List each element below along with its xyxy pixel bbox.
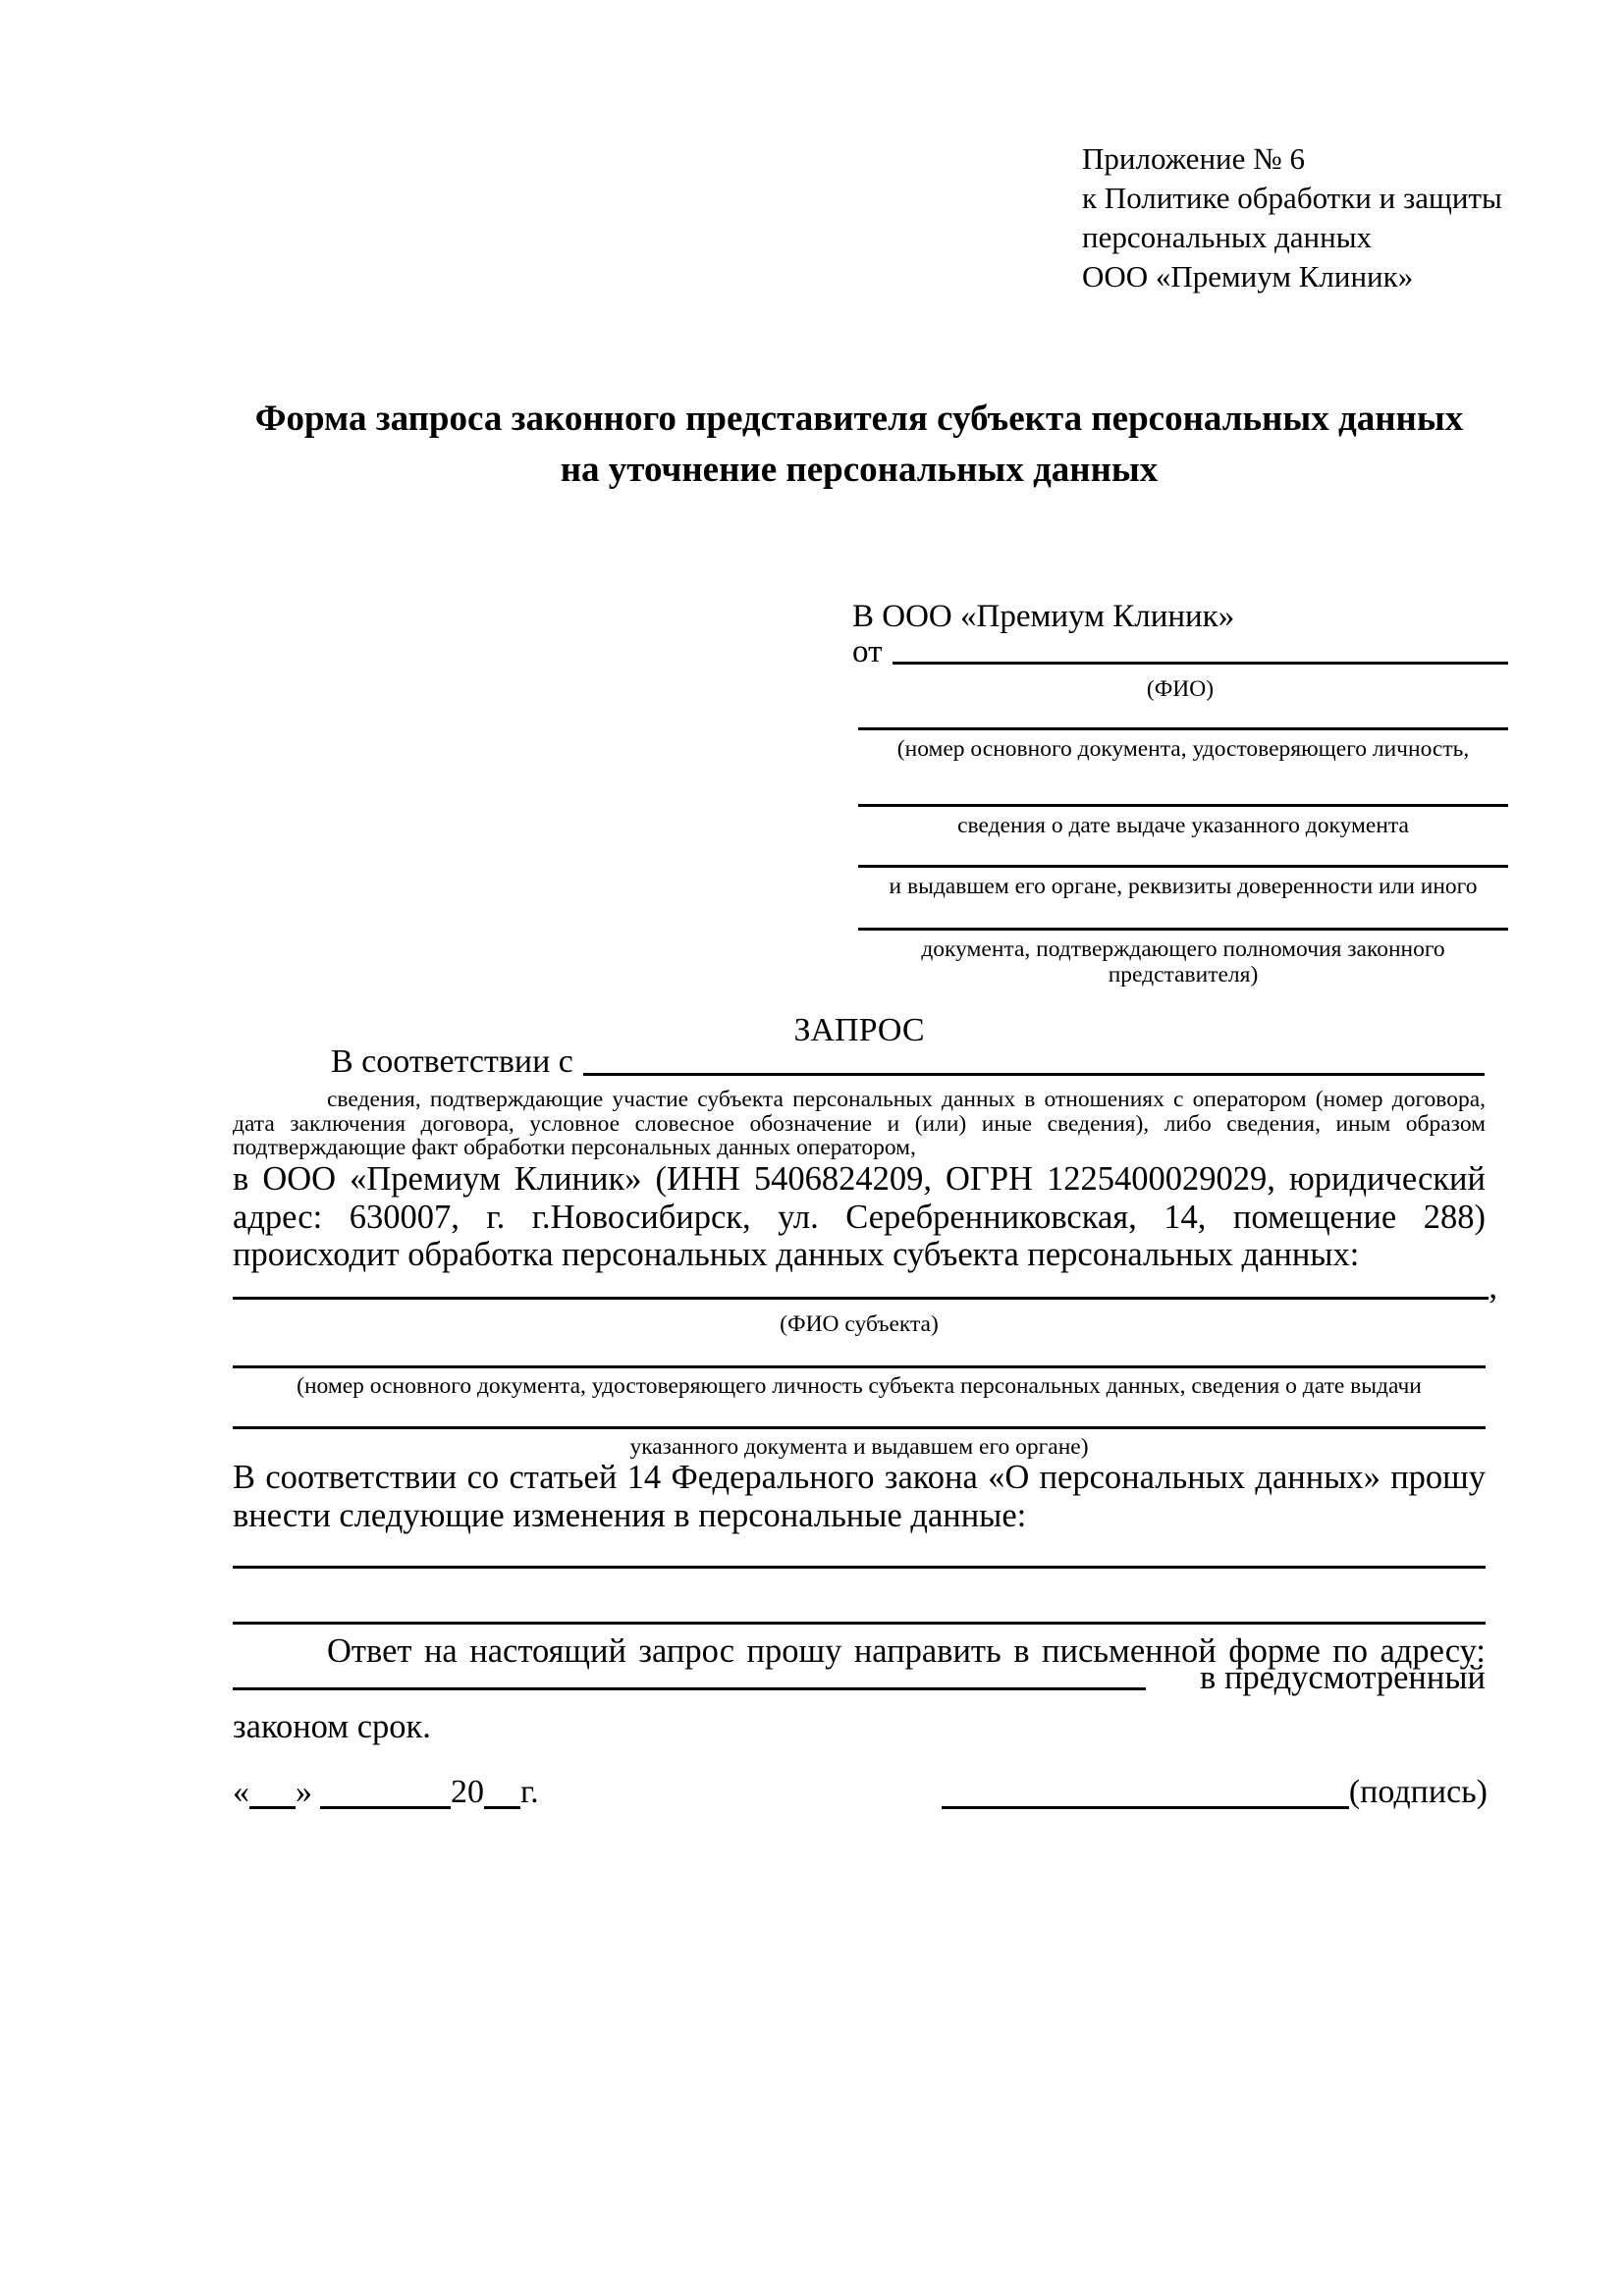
blank-line-basis (583, 1073, 1485, 1076)
reply-word: в (1200, 1659, 1217, 1696)
reply-address-row (233, 1659, 1486, 1696)
annex-reference (1082, 139, 1502, 296)
annex-line: Приложение № 6 (1082, 141, 1305, 176)
blank-line-fio (893, 662, 1509, 665)
blank-field-authority-document (858, 928, 1508, 988)
addressee-organization: В ООО «Премиум Клиник» (852, 599, 1235, 634)
annex-line: к Политике обработки и защиты (1082, 181, 1502, 215)
footer-row (233, 1773, 1488, 1812)
field-caption: и выдавшем его органе, реквизиты доверенности или иного (889, 874, 1478, 899)
close-quote: » (296, 1774, 312, 1810)
reply-paragraph-end: законом срок. (233, 1708, 431, 1745)
subject-fio-row (233, 1268, 1497, 1306)
reply-word: предусмотренный (1224, 1659, 1486, 1696)
trailing-comma: , (1489, 1268, 1497, 1306)
blank-line-changes-1 (233, 1566, 1486, 1569)
blank-line-subject-document (233, 1365, 1486, 1368)
document-title (233, 394, 1486, 496)
title-line-2: на уточнение персональных данных (560, 450, 1159, 490)
subject-document-caption-2: указанного документа и выдавшем его органе) (629, 1434, 1089, 1460)
from-label: от (852, 634, 883, 669)
field-caption: (номер основного документа, удостоверяющего личность, (896, 736, 1470, 762)
blank-field-document-number (858, 727, 1508, 762)
blank-line-month (320, 1802, 451, 1809)
fio-caption: (ФИО) (1146, 676, 1215, 702)
subject-fio-caption: (ФИО субъекта) (780, 1311, 939, 1337)
signature-caption: (подпись) (1348, 1774, 1488, 1810)
annex-line: ООО «Премиум Клиник» (1082, 259, 1414, 294)
blank-line-address (233, 1687, 1146, 1690)
year-suffix: г. (520, 1774, 539, 1810)
blank-line-subject-document-2 (233, 1426, 1486, 1429)
basis-note: сведения, подтверждающие участие субъекта персональных данных в отношениях с оператором (номер договора, дата заключения договора, условное словесное обозначение и (или) иные сведения), либо сведения, иным образом подтверждающие факт обработки персональных данных оператором, (233, 1087, 1486, 1160)
intro-label: В соответствии с (331, 1043, 573, 1080)
request-heading: ЗАПРОС (793, 1012, 925, 1048)
field-caption: документа, подтверждающего полномочия законного представителя) (921, 936, 1445, 988)
reply-paragraph: Ответ на настоящий запрос прошу направить в письменной форме по адресу: (327, 1632, 1486, 1670)
blank-line-changes-2 (233, 1622, 1486, 1625)
date-field (233, 1773, 539, 1812)
signature-field (942, 1773, 1488, 1812)
operator-paragraph: в ООО «Премиум Клиник» (ИНН 5406824209, ОГРН 1225400029029, юридический адрес: 630007, г. г.Новосибирск, ул. Серебренниковская, 14, помещение 288) происходит обработка персональных данных субъекта персональных данных: (233, 1160, 1486, 1273)
title-line-1: Форма запроса законного представителя субъекта персональных данных (254, 399, 1464, 439)
blank-field-issuing-authority (858, 865, 1508, 899)
reply-continuation (1146, 1659, 1486, 1696)
from-row (852, 633, 1508, 670)
field-caption: сведения о дате выдаче указанного документа (957, 813, 1409, 838)
annex-line: персональных данных (1082, 220, 1373, 254)
open-quote: « (233, 1774, 249, 1810)
law-paragraph: В соответствии со статьей 14 Федерального закона «О персональных данных» прошу внести следующие изменения в персональные данные: (233, 1459, 1486, 1534)
subject-document-caption-1: (номер основного документа, удостоверяющего личность субъекта персональных данных, сведения о дате выдачи (297, 1373, 1422, 1399)
blank-field-issue-date (858, 804, 1508, 838)
blank-line-signature (942, 1802, 1349, 1809)
blank-line-day (249, 1802, 296, 1809)
blank-line-year (484, 1802, 520, 1809)
year-prefix: 20 (451, 1774, 484, 1810)
intro-row (331, 1042, 1485, 1082)
blank-line-subject-fio (233, 1297, 1489, 1300)
